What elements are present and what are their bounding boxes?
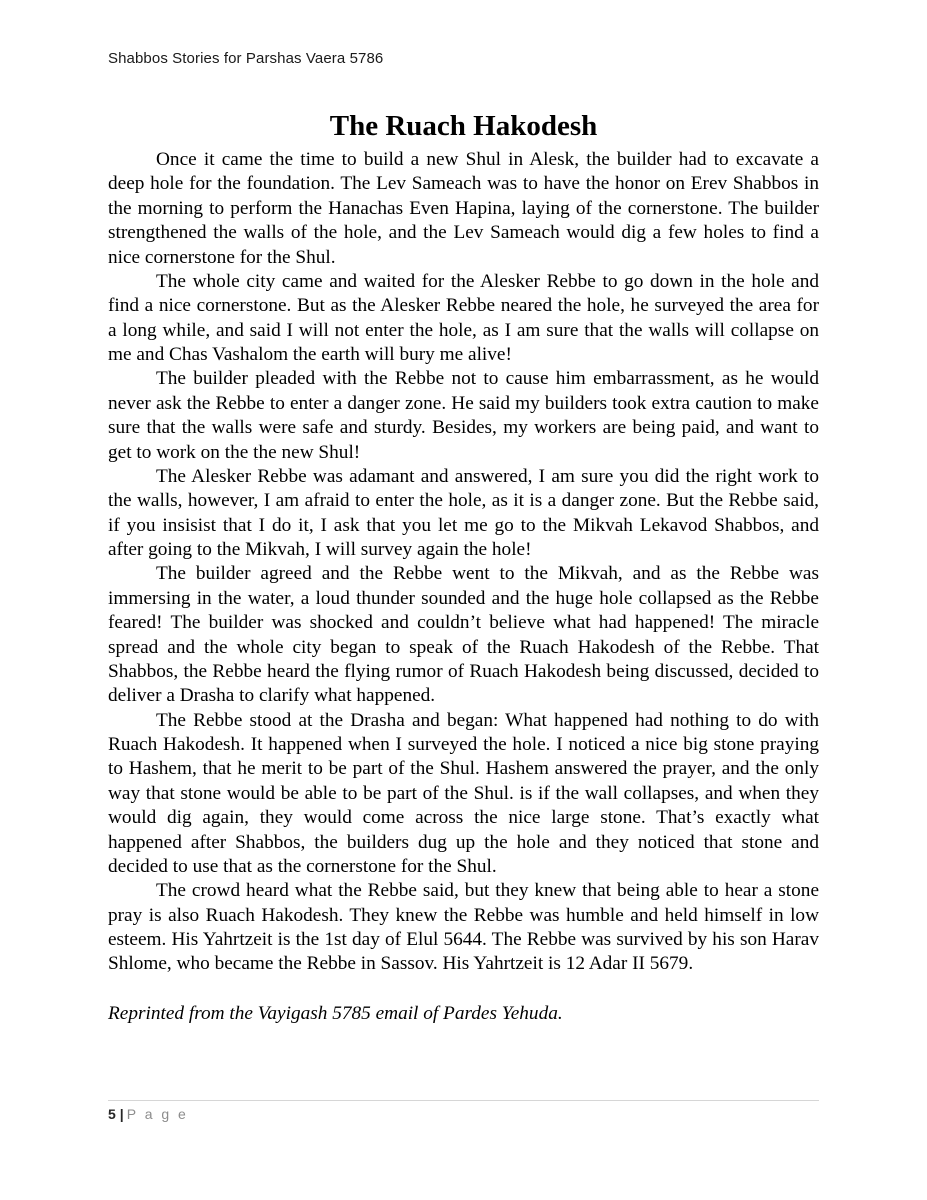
footer-separator: | bbox=[119, 1106, 124, 1122]
story-paragraph: The whole city came and waited for the Alesker Rebbe to go down in the hole and find a nice cornerstone. But as the Alesker Rebbe neared the hole, he surveyed the area for a long while, and said I will not enter the hole, as I am sure that the walls will collapse on me and Chas Vashalom the earth will bury me alive! bbox=[108, 270, 819, 365]
story-paragraph: The Rebbe stood at the Drasha and began: What happened had nothing to do with Ruach Hakodesh. It happened when I surveyed the hole. I noticed a nice big stone praying to Hashem, that he merit to be part of the Shul. Hashem answered the prayer, and the only way that stone would be able to be part of the Shul. is if the wall collapses, and when they would dig again, they would come across the nice large stone. That’s exactly what happened after Shabbos, the builders dug up the hole and they noticed that stone and decided to use that as the cornerstone for the Shul. bbox=[108, 709, 819, 877]
story-paragraph: The builder agreed and the Rebbe went to the Mikvah, and as the Rebbe was immersing in the water, a loud thunder sounded and the huge hole collapsed as the Rebbe feared! The builder was shocked and couldn’t believe what had happened! The miracle spread and the whole city began to speak of the Ruach Hakodesh of the Rebbe. That Shabbos, the Rebbe heard the flying rumor of Ruach Hakodesh being discussed, decided to deliver a Drasha to clarify what happened. bbox=[108, 563, 819, 707]
reprint-attribution: Reprinted from the Vayigash 5785 email of Pardes Yehuda. bbox=[108, 1002, 563, 1024]
page-number: 5 bbox=[108, 1106, 116, 1122]
footer-divider bbox=[108, 1100, 819, 1101]
footer-page-label: P a g e bbox=[126, 1106, 189, 1122]
story-title: The Ruach Hakodesh bbox=[329, 110, 598, 142]
page-footer bbox=[108, 1106, 819, 1122]
running-header: Shabbos Stories for Parshas Vaera 5786 bbox=[108, 50, 384, 67]
story-body bbox=[108, 148, 819, 1026]
story-paragraph: The builder pleaded with the Rebbe not to cause him embarrassment, as he would never ask the Rebbe to enter a danger zone. He said my builders took extra caution to make sure that the walls were safe and sturdy. Besides, my workers are being paid, and want to get to work on the the new Shul! bbox=[108, 368, 819, 463]
story-paragraph: The Alesker Rebbe was adamant and answered, I am sure you did the right work to the walls, however, I am afraid to enter the hole, as it is a danger zone. But the Rebbe said, if you insisist that I do it, I ask that you let me go to the Mikvah Lekavod Shabbos, and after going to the Mikvah, I will survey again the hole! bbox=[108, 465, 819, 560]
story-paragraph: The crowd heard what the Rebbe said, but they knew that being able to hear a stone pray is also Ruach Hakodesh. They knew the Rebbe was humble and held himself in low esteem. His Yahrtzeit is the 1st day of Elul 5644. The Rebbe was survived by his son Harav Shlome, who became the Rebbe in Sassov. His Yahrtzeit is 12 Adar II 5679. bbox=[108, 880, 819, 975]
story-paragraph: Once it came the time to build a new Shul in Alesk, the builder had to excavate a deep hole for the foundation. The Lev Sameach was to have the honor on Erev Shabbos in the morning to perform the Hanachas Even Hapina, laying of the cornerstone. The builder strengthened the walls of the hole, and the Lev Sameach would dig a few holes to find a nice cornerstone for the Shul. bbox=[108, 149, 819, 268]
